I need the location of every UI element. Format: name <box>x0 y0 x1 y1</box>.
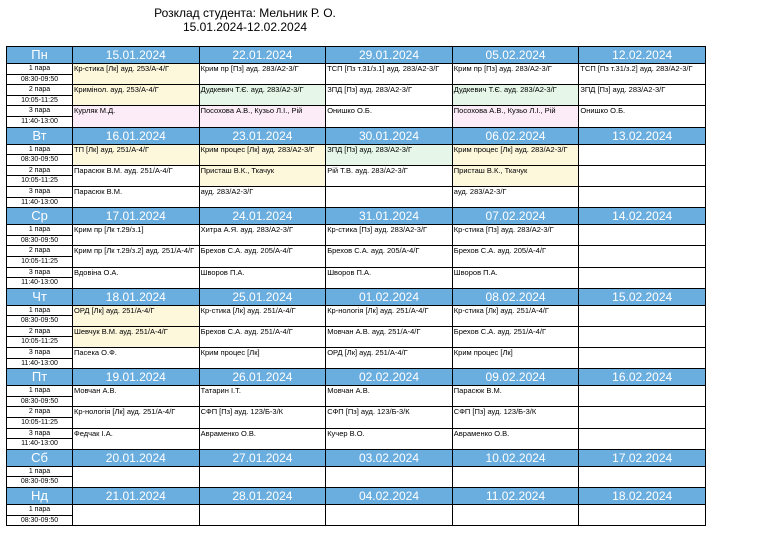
pair-row <box>7 348 706 359</box>
lesson-cell: Брехов С.А. ауд. 205/А-4/Г <box>199 246 326 267</box>
pair-row <box>7 225 706 236</box>
lesson-cell: ЗПД [Пз] ауд. 283/А2-3/Г <box>579 85 706 106</box>
pair-number: 3 пара <box>7 106 73 117</box>
lesson-cell: Хитра А.Я. ауд. 283/А2-3/Г <box>199 225 326 246</box>
day-label: Сб <box>7 449 73 466</box>
date-cell: 10.02.2024 <box>452 449 579 466</box>
pair-number: 2 пара <box>7 407 73 418</box>
date-cell: 07.02.2024 <box>452 208 579 225</box>
lesson-cell: Крим процес [Лк] ауд. 283/А2-3/Г <box>452 144 579 165</box>
date-cell: 29.01.2024 <box>326 47 453 64</box>
lesson-cell: Крим процес [Лк] <box>452 348 579 369</box>
lesson-cell: ТСП [Пз т.31/з.1] ауд. 283/А2-3/Г <box>326 64 453 85</box>
lesson-cell: Кучер В.О. <box>326 428 453 449</box>
lesson-cell: Кр-стика [Лк] ауд. 253/А-4/Г <box>73 64 200 85</box>
date-cell: 05.02.2024 <box>452 47 579 64</box>
lesson-cell <box>579 466 706 487</box>
lesson-cell: СФП [Пз] ауд. 123/Б-3/К <box>199 407 326 428</box>
pair-row <box>7 386 706 397</box>
lesson-cell: Кр-стика [Лк] ауд. 251/А-4/Г <box>452 305 579 326</box>
lesson-cell: Мовчан А.В. <box>73 386 200 407</box>
lesson-cell: Парасюк В.М. <box>73 186 200 207</box>
date-cell: 27.01.2024 <box>199 449 326 466</box>
date-cell: 22.01.2024 <box>199 47 326 64</box>
lesson-cell: Кримінол. ауд. 253/А-4/Г <box>73 85 200 106</box>
date-cell: 16.02.2024 <box>579 369 706 386</box>
date-cell: 18.02.2024 <box>579 488 706 505</box>
date-cell: 16.01.2024 <box>73 127 200 144</box>
lesson-cell <box>579 186 706 207</box>
pair-number: 2 пара <box>7 326 73 337</box>
date-cell: 25.01.2024 <box>199 288 326 305</box>
lesson-cell: ЗПД [Пз] ауд. 283/А2-3/Г <box>326 144 453 165</box>
pair-row <box>7 165 706 176</box>
pair-number: 1 пара <box>7 505 73 516</box>
date-cell: 09.02.2024 <box>452 369 579 386</box>
lesson-cell <box>452 505 579 526</box>
lesson-cell: Крим пр [Пз] ауд. 283/А2-3/Г <box>452 64 579 85</box>
pair-time: 08:30-09:50 <box>7 396 73 407</box>
lesson-cell: Крим пр [Пз] ауд. 283/А2-3/Г <box>199 64 326 85</box>
lesson-cell <box>73 505 200 526</box>
lesson-cell: СФП [Пз] ауд. 123/Б-3/К <box>452 407 579 428</box>
lesson-cell: Пасека О.Ф. <box>73 348 200 369</box>
pair-number: 3 пара <box>7 186 73 197</box>
lesson-cell <box>579 505 706 526</box>
date-cell: 24.01.2024 <box>199 208 326 225</box>
schedule-table <box>6 46 706 526</box>
lesson-cell: Мовчан А.В. ауд. 251/А-4/Г <box>326 326 453 347</box>
lesson-cell: Шворов П.А. <box>199 267 326 288</box>
pair-time: 10:05-11:25 <box>7 337 73 348</box>
date-cell: 13.02.2024 <box>579 127 706 144</box>
lesson-cell: ОРД [Лк] ауд. 251/А-4/Г <box>326 348 453 369</box>
pair-time: 11:40-13:00 <box>7 278 73 289</box>
pair-number: 1 пара <box>7 386 73 397</box>
date-cell: 20.01.2024 <box>73 449 200 466</box>
pair-time: 10:05-11:25 <box>7 256 73 267</box>
pair-time: 11:40-13:00 <box>7 439 73 450</box>
lesson-cell: ауд. 283/А2-3/Г <box>452 186 579 207</box>
lesson-cell <box>452 466 579 487</box>
lesson-cell: Присташ В.К., Ткачук <box>452 165 579 186</box>
pair-row <box>7 144 706 155</box>
date-cell: 28.01.2024 <box>199 488 326 505</box>
day-header-row <box>7 47 706 64</box>
lesson-cell: Федчак І.А. <box>73 428 200 449</box>
lesson-cell: ТП [Лк] ауд. 251/А-4/Г <box>73 144 200 165</box>
pair-row <box>7 505 706 516</box>
pair-time: 08:30-09:50 <box>7 477 73 488</box>
lesson-cell: Присташ В.К., Ткачук <box>199 165 326 186</box>
pair-time: 10:05-11:25 <box>7 95 73 106</box>
lesson-cell <box>579 165 706 186</box>
lesson-cell: ЗПД [Пз] ауд. 283/А2-3/Г <box>326 85 453 106</box>
date-cell: 01.02.2024 <box>326 288 453 305</box>
date-cell: 31.01.2024 <box>326 208 453 225</box>
lesson-cell: Парасюк В.М. ауд. 251/А-4/Г <box>73 165 200 186</box>
lesson-cell <box>326 505 453 526</box>
lesson-cell: Кр-нологія [Лк] ауд. 251/А-4/Г <box>326 305 453 326</box>
lesson-cell: Брехов С.А. ауд. 205/А-4/Г <box>452 246 579 267</box>
lesson-cell: Шворов П.А. <box>326 267 453 288</box>
pair-number: 3 пара <box>7 267 73 278</box>
pair-time: 08:30-09:50 <box>7 316 73 327</box>
date-range: 15.01.2024-12.02.2024 <box>182 20 308 34</box>
student-name: Розклад студента: Мельник Р. О. <box>154 6 336 20</box>
date-cell: 14.02.2024 <box>579 208 706 225</box>
lesson-cell: Крим процес [Лк] ауд. 283/А2-3/Г <box>199 144 326 165</box>
pair-number: 1 пара <box>7 466 73 477</box>
pair-row <box>7 246 706 257</box>
day-header-row <box>7 208 706 225</box>
pair-time: 10:05-11:25 <box>7 418 73 429</box>
day-header-row <box>7 288 706 305</box>
lesson-cell <box>326 186 453 207</box>
date-cell: 08.02.2024 <box>452 288 579 305</box>
lesson-cell: Посохова А.В., Кузьо Л.І., Рій <box>199 106 326 127</box>
pair-row <box>7 407 706 418</box>
pair-number: 1 пара <box>7 64 73 75</box>
lesson-cell: Кр-нологія [Лк] ауд. 251/А-4/Г <box>73 407 200 428</box>
lesson-cell <box>73 466 200 487</box>
pair-row <box>7 64 706 75</box>
pair-time: 11:40-13:00 <box>7 197 73 208</box>
pair-row <box>7 305 706 316</box>
date-cell: 30.01.2024 <box>326 127 453 144</box>
pair-number: 1 пара <box>7 225 73 236</box>
lesson-cell: СФП [Пз] ауд. 123/Б-3/К <box>326 407 453 428</box>
date-cell: 15.02.2024 <box>579 288 706 305</box>
pair-row <box>7 106 706 117</box>
date-cell: 23.01.2024 <box>199 127 326 144</box>
lesson-cell <box>579 428 706 449</box>
day-label: Ср <box>7 208 73 225</box>
pair-row <box>7 186 706 197</box>
lesson-cell <box>326 466 453 487</box>
date-cell: 06.02.2024 <box>452 127 579 144</box>
day-label: Чт <box>7 288 73 305</box>
lesson-cell: Кр-стика [Лк] ауд. 251/А-4/Г <box>199 305 326 326</box>
lesson-cell: Крим пр [Лк т.29/з.1] <box>73 225 200 246</box>
pair-number: 1 пара <box>7 144 73 155</box>
pair-row <box>7 267 706 278</box>
day-header-row <box>7 449 706 466</box>
lesson-cell: Дудкевич Т.Є. ауд. 283/А2-3/Г <box>452 85 579 106</box>
pair-time: 08:30-09:50 <box>7 235 73 246</box>
lesson-cell: ауд. 283/А2-3/Г <box>199 186 326 207</box>
lesson-cell <box>579 144 706 165</box>
day-header-row <box>7 488 706 505</box>
lesson-cell: Посохова А.В., Кузьо Л.І., Рій <box>452 106 579 127</box>
lesson-cell: Шевчук В.М. ауд. 251/А-4/Г <box>73 326 200 347</box>
lesson-cell <box>579 407 706 428</box>
date-cell: 02.02.2024 <box>326 369 453 386</box>
pair-time: 11:40-13:00 <box>7 116 73 127</box>
date-cell: 03.02.2024 <box>326 449 453 466</box>
lesson-cell <box>579 246 706 267</box>
lesson-cell <box>199 505 326 526</box>
lesson-cell: Онишко О.Б. <box>579 106 706 127</box>
lesson-cell: Авраменко О.В. <box>452 428 579 449</box>
pair-time: 08:30-09:50 <box>7 155 73 166</box>
date-cell: 12.02.2024 <box>579 47 706 64</box>
lesson-cell: Авраменко О.В. <box>199 428 326 449</box>
pair-number: 3 пара <box>7 428 73 439</box>
pair-time: 11:40-13:00 <box>7 358 73 369</box>
lesson-cell <box>579 348 706 369</box>
pair-number: 3 пара <box>7 348 73 359</box>
date-cell: 17.01.2024 <box>73 208 200 225</box>
pair-number: 2 пара <box>7 85 73 96</box>
lesson-cell: Крим процес [Лк] <box>199 348 326 369</box>
lesson-cell: Дудкевич Т.Є. ауд. 283/А2-3/Г <box>199 85 326 106</box>
lesson-cell: Курляк М.Д. <box>73 106 200 127</box>
lesson-cell: Кр-стика [Пз] ауд. 283/А2-3/Г <box>326 225 453 246</box>
day-header-row <box>7 127 706 144</box>
day-header-row <box>7 369 706 386</box>
date-cell: 17.02.2024 <box>579 449 706 466</box>
pair-row <box>7 326 706 337</box>
lesson-cell: Мовчан А.В. <box>326 386 453 407</box>
lesson-cell <box>579 305 706 326</box>
lesson-cell: Вдовіна О.А. <box>73 267 200 288</box>
date-cell: 26.01.2024 <box>199 369 326 386</box>
lesson-cell: Кр-стика [Пз] ауд. 283/А2-3/Г <box>452 225 579 246</box>
lesson-cell: Рій Т.В. ауд. 283/А2-3/Г <box>326 165 453 186</box>
lesson-cell <box>579 326 706 347</box>
lesson-cell: Брехов С.А. ауд. 251/А-4/Г <box>199 326 326 347</box>
lesson-cell <box>579 386 706 407</box>
lesson-cell: ТСП [Пз т.31/з.2] ауд. 283/А2-3/Г <box>579 64 706 85</box>
lesson-cell: Брехов С.А. ауд. 205/А-4/Г <box>326 246 453 267</box>
date-cell: 15.01.2024 <box>73 47 200 64</box>
pair-time: 10:05-11:25 <box>7 176 73 187</box>
day-label: Пн <box>7 47 73 64</box>
lesson-cell: Брехов С.А. ауд. 251/А-4/Г <box>452 326 579 347</box>
day-label: Нд <box>7 488 73 505</box>
date-cell: 19.01.2024 <box>73 369 200 386</box>
pair-time: 08:30-09:50 <box>7 515 73 526</box>
date-cell: 04.02.2024 <box>326 488 453 505</box>
lesson-cell: Онишко О.Б. <box>326 106 453 127</box>
pair-number: 2 пара <box>7 246 73 257</box>
day-label: Вт <box>7 127 73 144</box>
pair-row <box>7 466 706 477</box>
pair-number: 1 пара <box>7 305 73 316</box>
date-cell: 11.02.2024 <box>452 488 579 505</box>
lesson-cell: Шворов П.А. <box>452 267 579 288</box>
schedule-title <box>0 6 490 34</box>
pair-row <box>7 428 706 439</box>
pair-time: 08:30-09:50 <box>7 74 73 85</box>
lesson-cell <box>579 267 706 288</box>
lesson-cell: Крим пр [Лк т.29/з.2] ауд. 251/А-4/Г <box>73 246 200 267</box>
day-label: Пт <box>7 369 73 386</box>
date-cell: 18.01.2024 <box>73 288 200 305</box>
lesson-cell: ОРД [Лк] ауд. 251/А-4/Г <box>73 305 200 326</box>
lesson-cell <box>579 225 706 246</box>
lesson-cell: Парасюк В.М. <box>452 386 579 407</box>
pair-number: 2 пара <box>7 165 73 176</box>
pair-row <box>7 85 706 96</box>
date-cell: 21.01.2024 <box>73 488 200 505</box>
lesson-cell <box>199 466 326 487</box>
lesson-cell: Татарин І.Т. <box>199 386 326 407</box>
